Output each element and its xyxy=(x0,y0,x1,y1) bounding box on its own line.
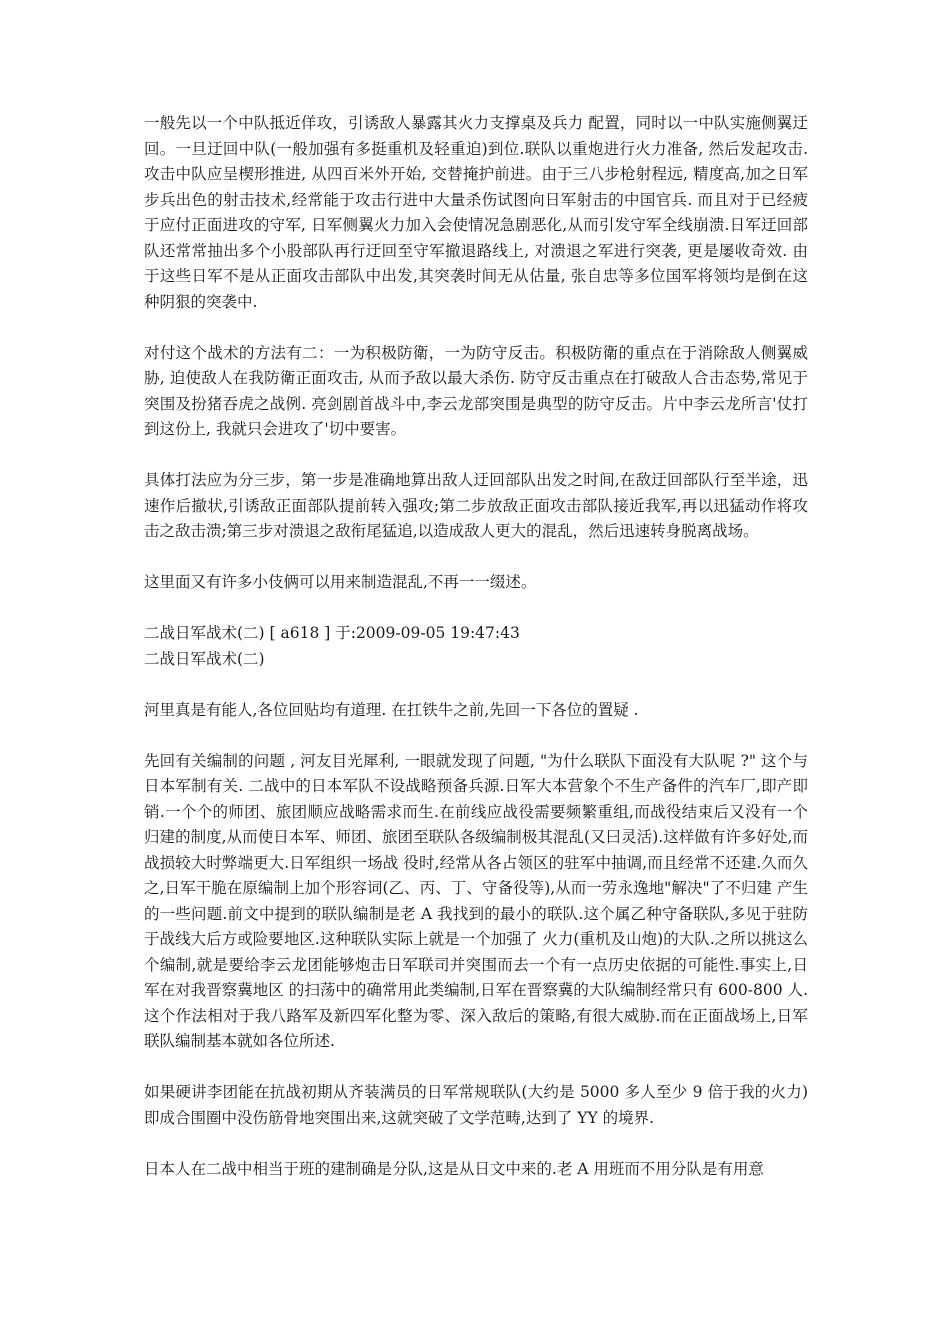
post-meta-line: 二战日军战术(二) [ a618 ] 于:2009-09-05 19:47:43 xyxy=(144,624,520,642)
paragraph-tricks: 这里面又有许多小伎俩可以用来制造混乱,不再一一缀述。 xyxy=(144,573,537,591)
post-title: 二战日军战术(二) xyxy=(144,649,265,668)
paragraph-tactics-overview: 一般先以一个中队抵近佯攻，引诱敌人暴露其火力支撑桌及兵力 配置，同时以一中队实施侧翼迂回。一旦迂回中队(一般加强有多挺重机及轻重迫)到位.联队以重炮进行火力准备, 然后发起攻击.攻击中队应呈楔形推进, 从四百米外开始, 交替掩护前进。由于三八步枪射程远, 精度高,加之日军步兵出色的射击技术,经常能于攻击行进中大量杀伤试图向日军射击的中国官兵. 而且对于已经疲于应付正面进攻的守军, 日军侧翼火力加入会使情况急剧恶化,从而引发守军全线崩溃.日军迂回部队还常常抽出多个小股部队再行迂回至守军撤退路线上, 对溃退之军进行突袭, 更是屡收奇效. 由于这些日军不是从正面攻击部队中出发,其突袭时间无从估量, 张自忠等多位国军将领均是倒在这种阴狠的突袭中. xyxy=(144,114,808,311)
paragraph-organization: 先回有关编制的问题 , 河友目光犀利, 一眼就发现了问题, "为什么联队下面没有大队呢 ?" 这个与日本军制有关. 二战中的日本军队不设战略预备兵源.日军大本营象个不生产备件的汽车厂,即产即销.一个个的师团、旅团顺应战略需求而生.在前线应战役需要频繁重组,而战役结束后又没有一个归建的制度,从而使日本军、师团、旅团至联队各级编制极其混乱(又曰灵活).这样做有许多好处,而战损较大时弊端更大.日军组织一场战 役时,经常从各占领区的驻军中抽调,而且经常不还建.久而久之,日军干脆在原编制上加个形容词(乙、丙、丁、守备役等),从而一劳永逸地"解决"了不归建 产生的一些问题.前文中提到的联队编制是老 A 我找到的最小的联队.这个属乙种守备联队,多见于驻防于战线大后方或险要地区.这种联队实际上就是一个加强了 火力(重机及山炮)的大队.之所以挑这么个编制,就是要给李云龙团能够炮击日军联司并突围而去一个有一点历史依据的可能性.事实上,日军在对我晋察冀地区 的扫荡中的确常用此类编制,日军在晋察冀的大队编制经常只有 600-800 人. 这个作法相对于我八路军及新四军化整为零、深入敌后的策略,有很大威胁.而在正面战场上,日军联队编制基本就如各位所述. xyxy=(144,751,808,1050)
paragraph-three-steps: 具体打法应为分三步，第一步是准确地算出敌人迂回部队出发之时间,在敌迂回部队行至半途，迅速作后撤状,引诱敌正面部队提前转入强攻;第二步放敌正面攻击部队接近我军,再以迅猛动作将攻击之敌击溃;第三步对溃退之敌衔尾猛追,以造成敌人更大的混乱，然后迅速转身脱离战场。 xyxy=(144,471,808,540)
post-heading xyxy=(144,621,808,672)
paragraph-squad: 日本人在二战中相当于班的建制确是分队,这是从日文中来的.老 A 用班而不用分队是有用意 xyxy=(144,1159,764,1178)
paragraph-breakout: 如果硬讲李团能在抗战初期从齐装满员的日军常规联队(大约是 5000 多人至少 9 倍于我的火力)即成合围圈中没伤筋骨地突围出来,这就突破了文学范畴,达到了 YY 的境界. xyxy=(144,1083,808,1127)
paragraph-countermeasures: 对付这个战术的方法有二：一为积极防衛，一为防守反击。积极防衛的重点在于消除敌人侧翼威胁, 迫使敌人在我防衛正面攻击, 从而予敌以最大杀伤. 防守反击重点在打破敌人合击态势,常见于突围及扮猪吞虎之战例. 亮剑剧首战斗中,李云龙部突围是典型的防守反击。片中李云龙所言'仗打到这份上, 我就只会进攻了'切中要害。 xyxy=(144,343,808,438)
document-body xyxy=(144,111,808,1208)
paragraph-reply-intro: 河里真是有能人,各位回贴均有道理. 在扛铁牛之前,先回一下各位的置疑 . xyxy=(144,700,639,719)
